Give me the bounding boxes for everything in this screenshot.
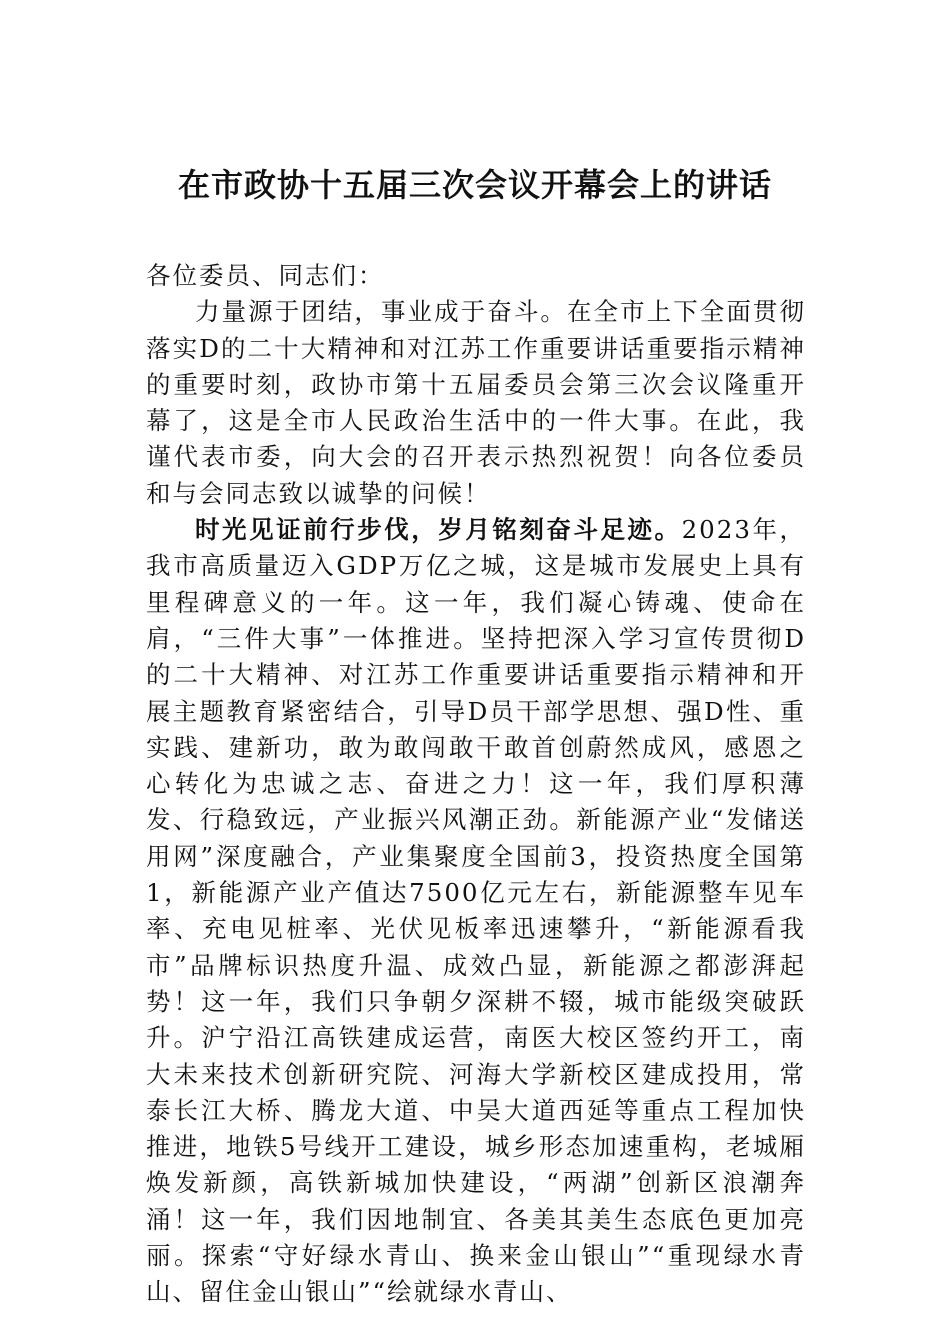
document-body bbox=[146, 258, 806, 1311]
paragraph-lead-sentence: 时光见证前行步伐，岁月铭刻奋斗足迹。 bbox=[195, 515, 682, 545]
paragraph-review-body: 2023年，我市高质量迈入GDP万亿之城，这是城市发展史上具有里程碑意义的一年。这一年，我们凝心铸魂、使命在肩，“三件大事”一体推进。坚持把深入学习宣传贯彻D的二十大精神、对江苏工作重要讲话重要指示精神和开展主题教育紧密结合，引导D员干部学思想、强D性、重实践、建新功，敢为敢闯敢干敢首创蔚然成风，感恩之心转化为忠诚之志、奋进之力！这一年，我们厚积薄发、行稳致远，产业振兴风潮正劲。新能源产业“发储送用网”深度融合，产业集聚度全国前3，投资热度全国第1，新能源产业产值达7500亿元左右，新能源整车见车率、充电见桩率、光伏见板率迅速攀升，“新能源看我市”品牌标识热度升温、成效凸显，新能源之都澎湃起势！这一年，我们只争朝夕深耕不辍，城市能级突破跃升。沪宁沿江高铁建成运营，南医大校区签约开工，南大未来技术创新研究院、河海大学新校区建成投用，常泰长江大桥、腾龙大道、中吴大道西延等重点工程加快推进，地铁5号线开工建设，城乡形态加速重构，老城厢焕发新颜，高铁新城加快建设，“两湖”创新区浪潮奔涌！这一年，我们因地制宜、各美其美生态底色更加亮丽。探索“守好绿水青山、换来金山银山”“重现绿水青山、留住金山银山”“绘就绿水青山、 bbox=[146, 515, 806, 1307]
paragraph-opening: 力量源于团结，事业成于奋斗。在全市上下全面贯彻落实D的二十大精神和对江苏工作重要讲话重要指示精神的重要时刻，政协市第十五届委员会第三次会议隆重开幕了，这是全市人民政治生活中的一件大事。在此，我谨代表市委，向大会的召开表示热烈祝贺！向各位委员和与会同志致以诚挚的问候！ bbox=[146, 297, 806, 508]
document-title: 在市政协十五届三次会议开幕会上的讲话 bbox=[177, 166, 772, 204]
paragraph-review bbox=[146, 512, 806, 1311]
salutation: 各位委员、同志们： bbox=[146, 261, 385, 290]
